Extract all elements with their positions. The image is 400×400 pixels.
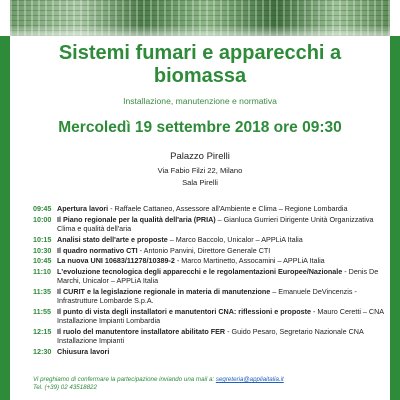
agenda-title: Analisi stato dell'arte e proposte xyxy=(57,234,168,244)
agenda-title: Apertura lavori xyxy=(57,204,109,213)
agenda-detail: – Marco Baccolo, Unicalor – APPLiA Italia xyxy=(167,234,303,244)
agenda-item xyxy=(33,347,385,356)
event-title: Sistemi fumari e apparecchi a biomassa xyxy=(58,42,342,87)
green-frame-left xyxy=(0,36,10,400)
agenda-title: Chiusura lavori xyxy=(57,347,110,357)
agenda-detail: - Marco Martinetto, Assocamini – APPLiA Italia xyxy=(174,256,325,266)
agenda-text xyxy=(57,204,385,213)
rsvp-footer xyxy=(33,376,385,392)
rsvp-text: Vi preghiamo di confermare la partecipazione inviando una mail a: xyxy=(33,376,216,383)
agenda-detail: - Antonio Panvini, Direttore Generale CTI xyxy=(137,245,271,255)
event-date: Mercoledì 19 settembre 2018 ore 09:30 xyxy=(58,119,342,136)
agenda-time: 09:45 xyxy=(33,204,52,213)
agenda-detail: - Denis De Marchi, Unicalor – APPLiA Italia xyxy=(57,267,379,286)
agenda-item xyxy=(33,215,385,233)
agenda-item xyxy=(33,327,385,345)
agenda-detail: – Emanuele DeVincenzis - Infrastrutture Lombarde S.p.A. xyxy=(57,287,357,306)
agenda-text xyxy=(57,307,385,325)
agenda-time: 10:00 xyxy=(33,214,52,224)
header-building-photo xyxy=(10,0,390,36)
agenda-text xyxy=(57,267,385,285)
agenda-time: 12:15 xyxy=(33,327,52,337)
agenda-title: L'evoluzione tecnologica degli apparecchi e le regolamentazioni Europee/Nazionale xyxy=(57,267,343,277)
agenda-item xyxy=(33,246,385,255)
rsvp-line xyxy=(33,376,385,384)
header-photo-shade xyxy=(10,0,390,36)
agenda-text xyxy=(57,347,385,356)
agenda-list xyxy=(33,204,385,358)
agenda-text xyxy=(57,287,385,305)
agenda-detail: – Gianluca Gurrieri Dirigente Unità Organizzativa Clima e qualità dell'aria xyxy=(57,214,374,233)
agenda-item xyxy=(33,235,385,244)
agenda-time: 11:55 xyxy=(33,307,51,317)
agenda-item xyxy=(33,287,385,305)
agenda-title: Il ruolo del manutentore installatore abilitato FER xyxy=(57,327,226,337)
agenda-item xyxy=(33,307,385,325)
green-frame-right xyxy=(390,36,400,400)
agenda-title: Il quadro normativo CTI xyxy=(57,245,138,255)
venue-address: Via Fabio Filzi 22, Milano xyxy=(157,166,243,175)
agenda-detail: - Guido Pesaro, Segretario Nazionale CNA Installazione Impianti xyxy=(57,327,364,346)
agenda-time: 10:15 xyxy=(33,234,52,244)
venue-name: Palazzo Pirelli xyxy=(170,151,230,162)
agenda-text xyxy=(57,246,385,255)
agenda-title: Il punto di vista degli installatori e manutentori CNA: riflessioni e proposte xyxy=(57,307,311,317)
agenda-text xyxy=(57,256,385,265)
rsvp-email-link[interactable]: segreteria@appliaitalia.it xyxy=(215,376,284,383)
agenda-detail: - Raffaele Cattaneo, Assessore all'Ambiente e Clima – Regione Lombardia xyxy=(108,204,348,213)
agenda-title: Il Piano regionale per la qualità dell'aria (PRIA) xyxy=(57,214,216,224)
agenda-title: La nuova UNI 10683/11278/10389-2 xyxy=(57,256,175,266)
agenda-title: Il CURIT e la legislazione regionale in materia di manutenzione xyxy=(57,287,271,297)
agenda-time: 11:35 xyxy=(33,287,51,297)
agenda-time: 11:10 xyxy=(33,267,51,277)
agenda-detail: - Mauro Ceretti – CNA Installazione Impianti Lombardia xyxy=(57,307,384,326)
agenda-item xyxy=(33,256,385,265)
agenda-text xyxy=(57,327,385,345)
agenda-text xyxy=(57,235,385,244)
agenda-time: 12:30 xyxy=(33,347,52,357)
agenda-item xyxy=(33,204,385,213)
agenda-time: 10:45 xyxy=(33,256,52,266)
venue-room: Sala Pirelli xyxy=(182,178,218,187)
agenda-text xyxy=(57,215,385,233)
agenda-time: 10:30 xyxy=(33,245,52,255)
invitation-content xyxy=(10,36,390,400)
agenda-item xyxy=(33,267,385,285)
event-subtitle: Installazione, manutenzione e normativa xyxy=(123,96,277,106)
rsvp-phone: Tel. (+39) 02 43518822 xyxy=(33,384,97,392)
